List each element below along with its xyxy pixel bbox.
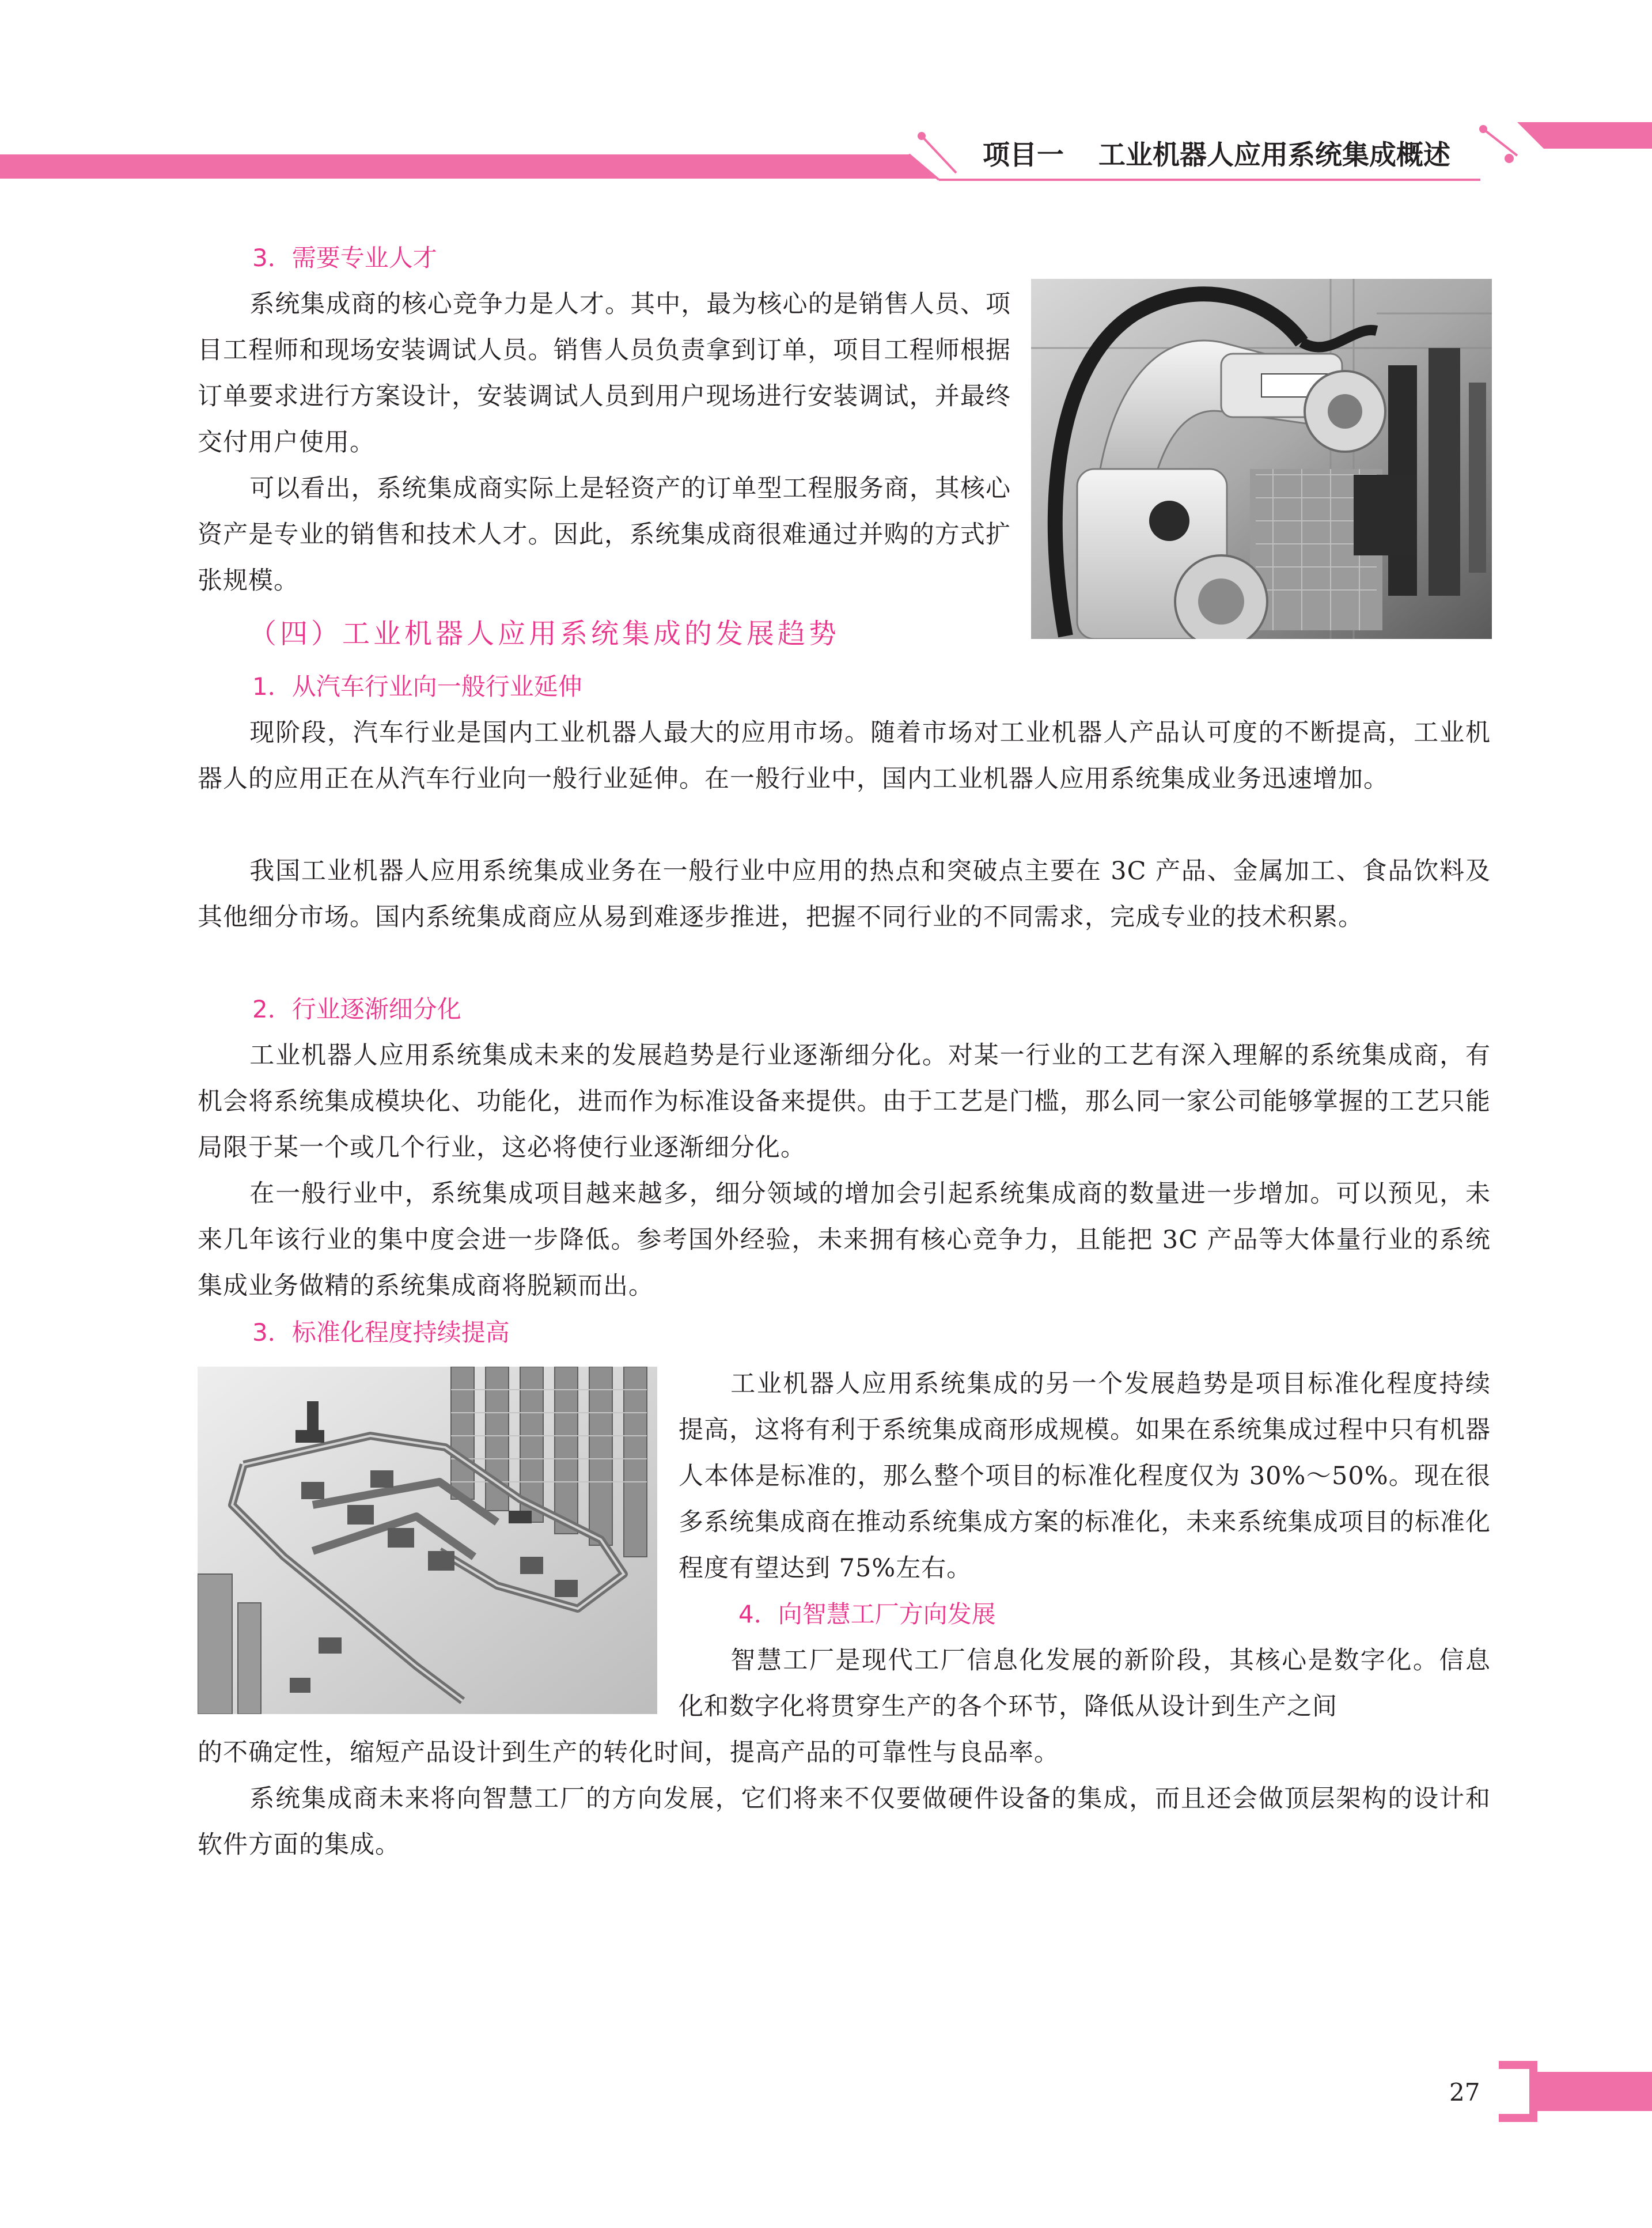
paragraph-smart-factory-1b: 的不确定性，缩短产品设计到生产的转化时间，提高产品的可靠性与良品率。 — [198, 1738, 1059, 1767]
paragraph-subdivision-1: 工业机器人应用系统集成未来的发展趋势是行业逐渐细分化。对某一行业的工艺有深入理解的系统集成商，有机会将系统集成模块化、功能化，进而作为标准设备来提供。由于工艺是门槛，那么同一家公司能够掌握的工艺只能局限于某一个或几个行业，这必将使行业逐渐细分化。 — [198, 1041, 1491, 1162]
paragraph-subdivision-2: 在一般行业中，系统集成项目越来越多，细分领域的增加会引起系统集成商的数量进一步增加。可以预见，未来几年该行业的集中度会进一步降低。参考国外经验，未来拥有核心竞争力，且能把 3C 产品等大体量行业的系统集成业务做精的系统集成商将脱颖而出。 — [198, 1179, 1491, 1300]
heading-professional-talent: 3．需要专业人才 — [252, 244, 437, 272]
paragraph-talent-1: 系统集成商的核心竞争力是人才。其中，最为核心的是销售人员、项目工程师和现场安装调试人员。销售人员负责拿到订单，项目工程师根据订单要求进行方案设计，安装调试人员到用户现场进行安装调试，并最终交付用户使用。 — [198, 290, 1011, 457]
paragraph-auto-2: 我国工业机器人应用系统集成业务在一般行业中应用的热点和突破点主要在 3C 产品、金属加工、食品饮料及其他细分市场。国内系统集成商应从易到难逐步推进，把握不同行业的不同需求，完成专业的技术积累。 — [198, 857, 1491, 932]
header-project: 项目一 — [983, 139, 1064, 171]
section-heading-development-trend: （四）工业机器人应用系统集成的发展趋势 — [249, 618, 840, 650]
heading-industry-subdivision: 2．行业逐渐细分化 — [252, 995, 461, 1023]
header-title — [983, 138, 1450, 173]
robot-arm-illustration — [1031, 279, 1492, 639]
smart-factory-illustration — [198, 1367, 657, 1714]
page-number: 27 — [1449, 2078, 1480, 2106]
paragraph-smart-factory-1a: 智慧工厂是现代工厂信息化发展的新阶段，其核心是数字化。信息化和数字化将贯穿生产的各个环节，降低从设计到生产之间 — [679, 1646, 1491, 1721]
header-band — [0, 0, 1652, 242]
robot-arm-photo — [1031, 279, 1492, 639]
header-chapter-title: 工业机器人应用系统集成概述 — [1098, 139, 1450, 171]
heading-standardization: 3．标准化程度持续提高 — [252, 1318, 510, 1346]
smart-factory-render — [198, 1367, 657, 1714]
heading-auto-to-general: 1．从汽车行业向一般行业延伸 — [252, 672, 582, 701]
heading-smart-factory: 4．向智慧工厂方向发展 — [738, 1600, 996, 1628]
paragraph-auto-1: 现阶段，汽车行业是国内工业机器人最大的应用市场。随着市场对工业机器人产品认可度的不断提高，工业机器人的应用正在从汽车行业向一般行业延伸。在一般行业中，国内工业机器人应用系统集成业务迅速增加。 — [198, 718, 1491, 793]
paragraph-smart-factory-2: 系统集成商未来将向智慧工厂的方向发展，它们将来不仅要做硬件设备的集成，而且还会做顶层架构的设计和软件方面的集成。 — [198, 1784, 1491, 1859]
paragraph-standardization-1: 工业机器人应用系统集成的另一个发展趋势是项目标准化程度持续提高，这将有利于系统集成商形成规模。如果在系统集成过程中只有机器人本体是标准的，那么整个项目的标准化程度仅为 30%～50%。现在很多系统集成商在推动系统集成方案的标准化，未来系统集成项目的标准化程度有望达到 75%左右。 — [679, 1370, 1491, 1583]
footer-tab — [1492, 2057, 1652, 2126]
paragraph-talent-2: 可以看出，系统集成商实际上是轻资产的订单型工程服务商，其核心资产是专业的销售和技术人才。因此，系统集成商很难通过并购的方式扩张规模。 — [198, 474, 1011, 595]
